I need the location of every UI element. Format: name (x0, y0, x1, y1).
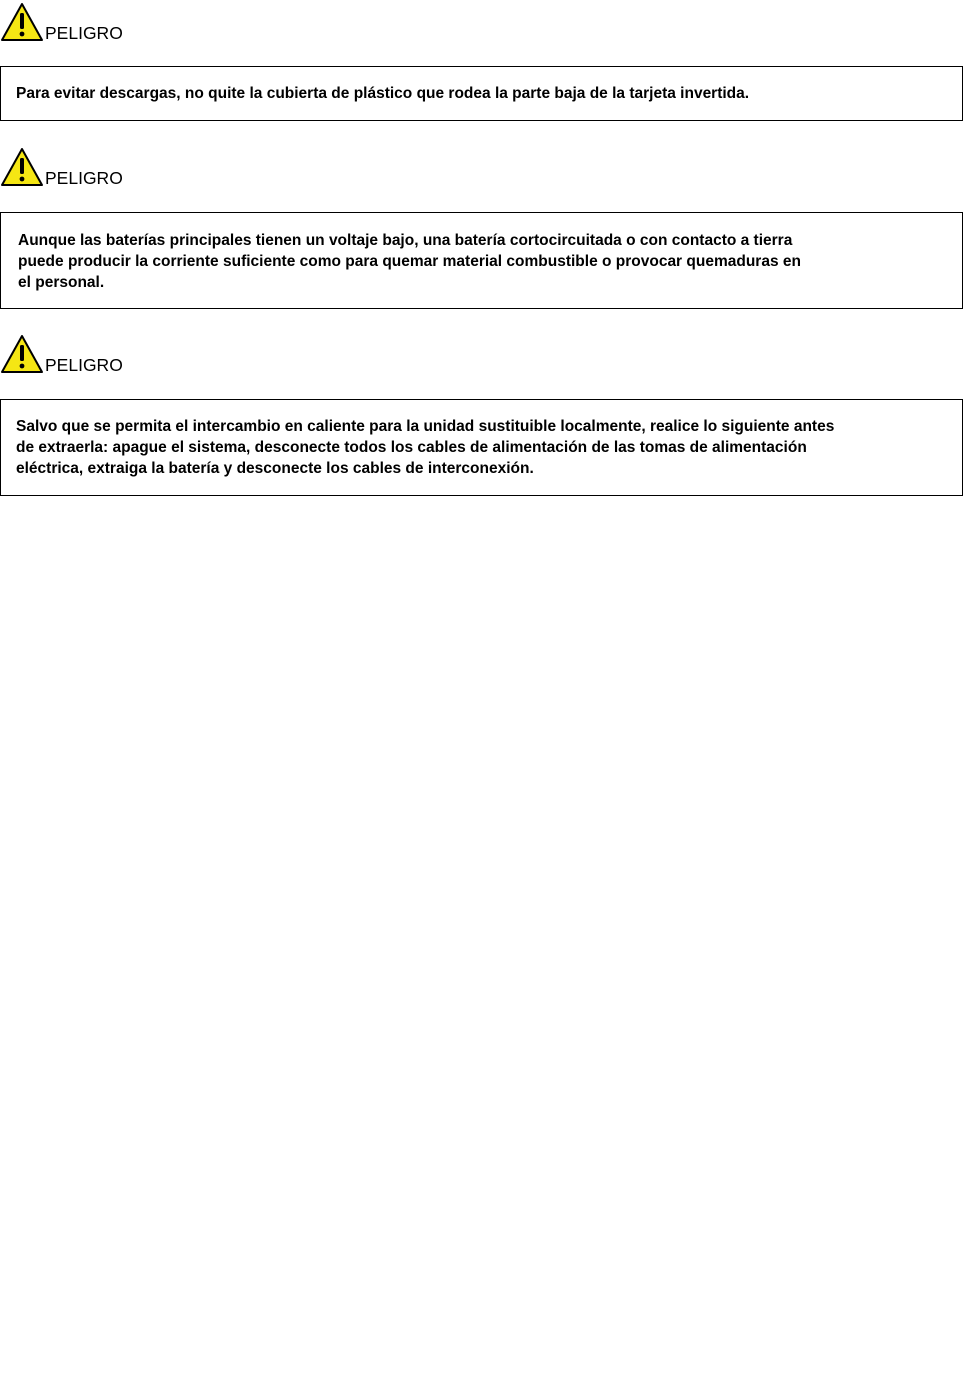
warning-triangle-icon (0, 147, 44, 187)
danger-heading (0, 145, 123, 187)
danger-message-box (0, 212, 963, 309)
danger-label: PELIGRO (45, 354, 123, 375)
danger-message: Aunque las baterías principales tienen un voltaje bajo, una batería cortocircuitada o con contacto a tierra puede producir la corriente suficiente como para quemar material combustible o provocar quemaduras en el personal. (18, 232, 801, 291)
danger-message: Salvo que se permita el intercambio en caliente para la unidad sustituible localmente, realice lo siguiente antes de extraerla: apague el sistema, desconecte todos los cables de alimentación de las tomas de alimentación eléctrica, extraiga la batería y desconecte los cables de interconexión. (16, 418, 835, 477)
danger-message: Para evitar descargas, no quite la cubierta de plástico que rodea la parte baja de la tarjeta invertida. (16, 85, 750, 102)
warning-triangle-icon (0, 334, 44, 374)
danger-label: PELIGRO (45, 167, 123, 188)
danger-message-box (0, 399, 963, 496)
danger-heading (0, 332, 123, 374)
warning-triangle-icon (0, 2, 44, 42)
danger-message-box (0, 66, 963, 121)
danger-label: PELIGRO (45, 22, 123, 43)
danger-heading (0, 0, 123, 42)
